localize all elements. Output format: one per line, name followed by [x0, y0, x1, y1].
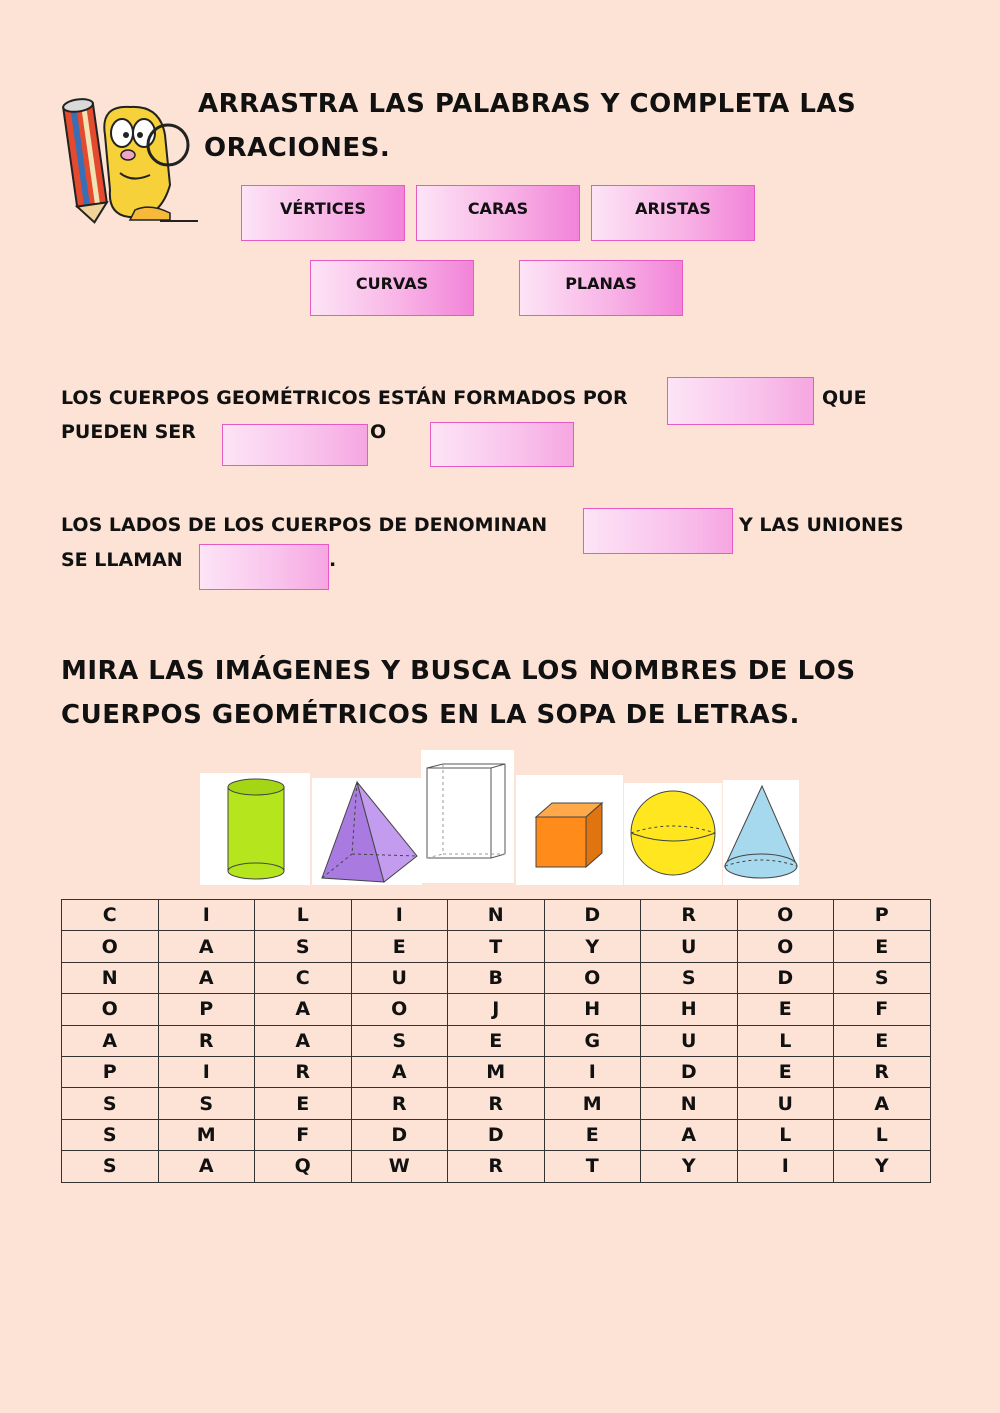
drop-target-1[interactable]: [667, 377, 814, 425]
word-chip-curvas[interactable]: CURVAS: [310, 260, 474, 316]
prism-image: [421, 750, 514, 883]
word-chip-aristas[interactable]: ARISTAS: [591, 185, 755, 241]
grid-cell[interactable]: I: [158, 900, 255, 931]
grid-cell[interactable]: S: [255, 931, 352, 962]
word-chip-caras[interactable]: CARAS: [416, 185, 580, 241]
grid-cell[interactable]: I: [351, 900, 448, 931]
grid-cell[interactable]: A: [62, 1025, 159, 1056]
grid-cell[interactable]: A: [834, 1088, 931, 1119]
pyramid-image: [312, 778, 422, 885]
grid-cell[interactable]: E: [834, 931, 931, 962]
grid-cell[interactable]: L: [737, 1025, 834, 1056]
grid-cell[interactable]: F: [834, 994, 931, 1025]
sphere-icon: [624, 783, 722, 885]
grid-row: [62, 1025, 931, 1056]
drop-target-5[interactable]: [199, 544, 329, 590]
grid-cell[interactable]: L: [834, 1119, 931, 1150]
grid-cell[interactable]: O: [544, 962, 641, 993]
grid-cell[interactable]: M: [448, 1056, 545, 1087]
grid-cell[interactable]: S: [641, 962, 738, 993]
grid-row: [62, 994, 931, 1025]
grid-cell[interactable]: A: [255, 994, 352, 1025]
sentence2-part1: LOS LADOS DE LOS CUERPOS DE DENOMINAN: [61, 514, 548, 536]
grid-cell[interactable]: S: [62, 1151, 159, 1182]
word-search-grid: [61, 899, 931, 1183]
grid-cell[interactable]: M: [544, 1088, 641, 1119]
grid-cell[interactable]: E: [737, 1056, 834, 1087]
sentence1-part3: PUEDEN SER: [61, 421, 196, 443]
grid-cell[interactable]: N: [641, 1088, 738, 1119]
drop-target-2[interactable]: [222, 424, 368, 466]
grid-cell[interactable]: P: [834, 900, 931, 931]
drop-target-4[interactable]: [583, 508, 733, 554]
grid-cell[interactable]: N: [62, 962, 159, 993]
instruction-title-line2: ORACIONES.: [204, 133, 391, 163]
grid-cell[interactable]: P: [62, 1056, 159, 1087]
grid-cell[interactable]: C: [255, 962, 352, 993]
grid-cell[interactable]: D: [737, 962, 834, 993]
grid-cell[interactable]: D: [641, 1056, 738, 1087]
cube-icon: [516, 775, 623, 885]
grid-row: [62, 962, 931, 993]
instruction-title-line1: ARRASTRA LAS PALABRAS Y COMPLETA LAS: [198, 89, 857, 119]
grid-cell[interactable]: L: [737, 1119, 834, 1150]
grid-cell[interactable]: U: [641, 931, 738, 962]
grid-cell[interactable]: L: [255, 900, 352, 931]
cylinder-icon: [200, 773, 310, 885]
word-chip-vertices[interactable]: VÉRTICES: [241, 185, 405, 241]
grid-cell[interactable]: R: [641, 900, 738, 931]
cone-image: [723, 780, 799, 885]
grid-cell[interactable]: H: [641, 994, 738, 1025]
grid-cell[interactable]: E: [544, 1119, 641, 1150]
prism-icon: [421, 750, 514, 883]
grid-cell[interactable]: U: [351, 962, 448, 993]
grid-cell[interactable]: D: [544, 900, 641, 931]
drop-target-3[interactable]: [430, 422, 574, 467]
grid-cell[interactable]: G: [544, 1025, 641, 1056]
grid-row: [62, 931, 931, 962]
grid-cell[interactable]: R: [351, 1088, 448, 1119]
section2-title-line2: CUERPOS GEOMÉTRICOS EN LA SOPA DE LETRAS.: [61, 700, 800, 730]
sentence1-part1: LOS CUERPOS GEOMÉTRICOS ESTÁN FORMADOS POR: [61, 387, 628, 409]
grid-cell[interactable]: O: [737, 900, 834, 931]
grid-cell[interactable]: H: [544, 994, 641, 1025]
grid-cell[interactable]: O: [62, 994, 159, 1025]
grid-cell[interactable]: J: [448, 994, 545, 1025]
grid-cell[interactable]: A: [351, 1056, 448, 1087]
grid-cell[interactable]: E: [737, 994, 834, 1025]
pyramid-icon: [312, 778, 422, 885]
grid-cell[interactable]: E: [448, 1025, 545, 1056]
grid-cell[interactable]: I: [737, 1151, 834, 1182]
grid-cell[interactable]: T: [448, 931, 545, 962]
grid-cell[interactable]: E: [351, 931, 448, 962]
grid-cell[interactable]: A: [641, 1119, 738, 1150]
sphere-image: [624, 783, 722, 885]
grid-cell[interactable]: A: [158, 931, 255, 962]
grid-row: [62, 1151, 931, 1182]
grid-cell[interactable]: D: [448, 1119, 545, 1150]
grid-cell[interactable]: W: [351, 1151, 448, 1182]
grid-cell[interactable]: R: [448, 1151, 545, 1182]
grid-cell[interactable]: S: [62, 1119, 159, 1150]
grid-cell[interactable]: R: [448, 1088, 545, 1119]
grid-cell[interactable]: I: [544, 1056, 641, 1087]
grid-cell[interactable]: S: [351, 1025, 448, 1056]
grid-cell[interactable]: S: [158, 1088, 255, 1119]
cone-icon: [723, 780, 799, 885]
grid-cell[interactable]: E: [255, 1088, 352, 1119]
grid-cell[interactable]: S: [834, 962, 931, 993]
word-chip-planas[interactable]: PLANAS: [519, 260, 683, 316]
grid-cell[interactable]: Q: [255, 1151, 352, 1182]
grid-cell[interactable]: A: [158, 962, 255, 993]
grid-cell[interactable]: Y: [834, 1151, 931, 1182]
sentence1-part4: O: [370, 421, 387, 443]
grid-cell[interactable]: A: [158, 1151, 255, 1182]
grid-row: [62, 1088, 931, 1119]
grid-row: [62, 1056, 931, 1087]
grid-cell[interactable]: R: [834, 1056, 931, 1087]
sentence2-part4: .: [329, 549, 337, 571]
grid-cell[interactable]: U: [737, 1088, 834, 1119]
grid-cell[interactable]: R: [158, 1025, 255, 1056]
mascot-illustration: [60, 95, 200, 225]
grid-cell[interactable]: U: [641, 1025, 738, 1056]
grid-cell[interactable]: E: [834, 1025, 931, 1056]
cylinder-image: [200, 773, 310, 885]
grid-cell[interactable]: Y: [544, 931, 641, 962]
grid-cell[interactable]: Y: [641, 1151, 738, 1182]
grid-cell[interactable]: O: [62, 931, 159, 962]
grid-cell[interactable]: A: [255, 1025, 352, 1056]
grid-cell[interactable]: O: [351, 994, 448, 1025]
sentence2-part3: SE LLAMAN: [61, 549, 183, 571]
grid-cell[interactable]: T: [544, 1151, 641, 1182]
grid-cell[interactable]: O: [737, 931, 834, 962]
grid-cell[interactable]: S: [62, 1088, 159, 1119]
cube-image: [516, 775, 623, 885]
grid-cell[interactable]: I: [158, 1056, 255, 1087]
grid-cell[interactable]: C: [62, 900, 159, 931]
grid-cell[interactable]: P: [158, 994, 255, 1025]
grid-row: [62, 1119, 931, 1150]
section2-title-line1: MIRA LAS IMÁGENES Y BUSCA LOS NOMBRES DE LOS: [61, 656, 856, 686]
grid-cell[interactable]: R: [255, 1056, 352, 1087]
grid-cell[interactable]: D: [351, 1119, 448, 1150]
sentence1-part2: QUE: [822, 387, 867, 409]
grid-row: [62, 900, 931, 931]
grid-cell[interactable]: F: [255, 1119, 352, 1150]
grid-cell[interactable]: N: [448, 900, 545, 931]
grid-cell[interactable]: M: [158, 1119, 255, 1150]
grid-cell[interactable]: B: [448, 962, 545, 993]
sentence2-part2: Y LAS UNIONES: [739, 514, 904, 536]
